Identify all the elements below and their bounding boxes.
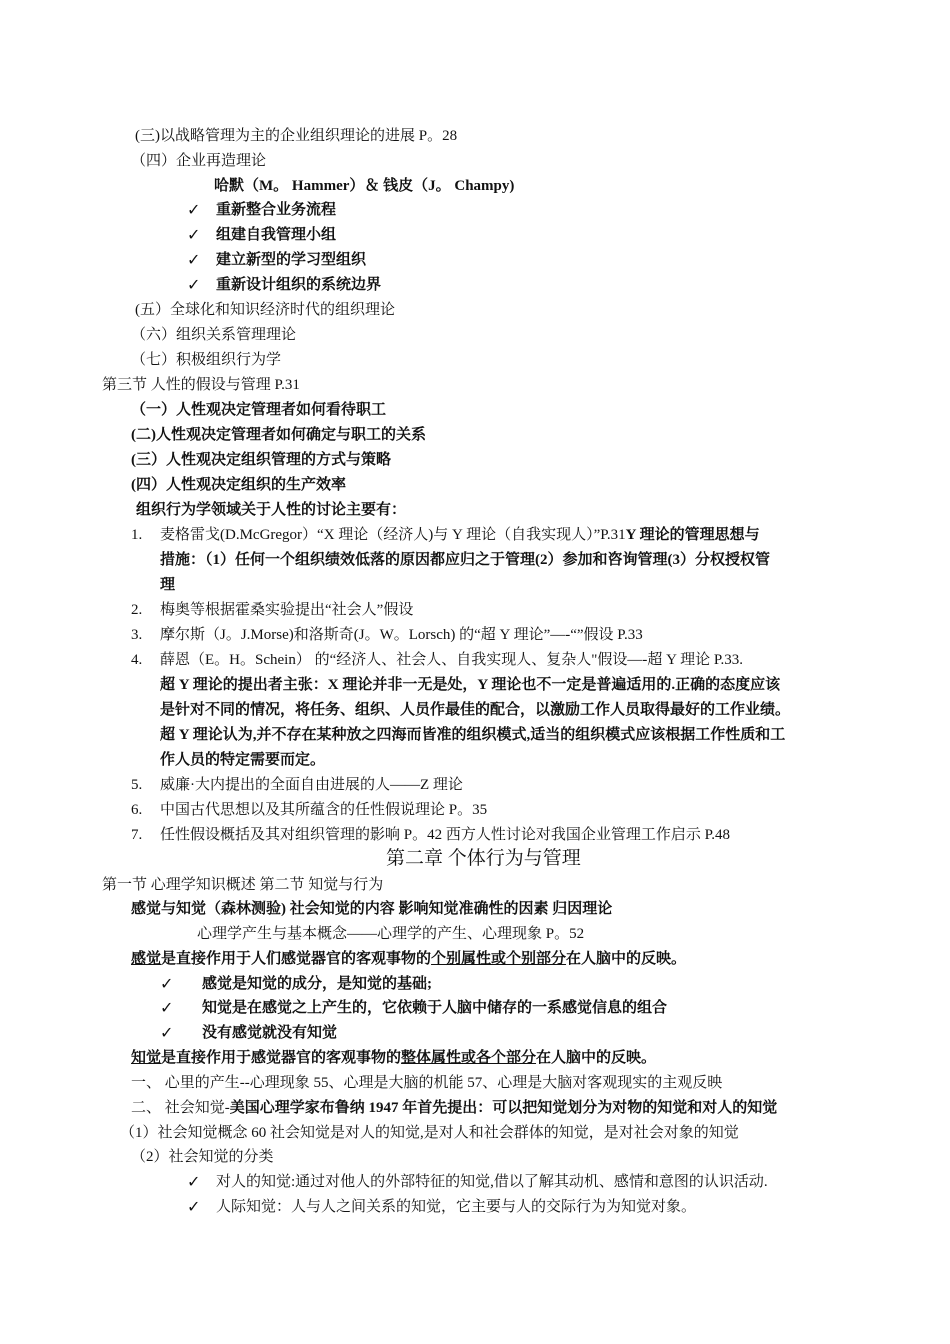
bold-part: 美国心理学家布鲁纳 1947 年首先提出：可以把知觉划分为对物的知觉和对人的知觉 bbox=[229, 1100, 778, 1116]
definition-text: 是直接作用于人们感觉器官的客观事物的 bbox=[161, 951, 432, 967]
check-icon: ✓ bbox=[187, 1172, 201, 1191]
list-item: 威廉·大内提出的全面自由进展的人——Z 理论 bbox=[160, 777, 463, 793]
section-7-line: （七）积极组织行为学 bbox=[131, 352, 282, 368]
list-number: 6. bbox=[131, 802, 143, 818]
underlined-phrase: 整体属性或各个部分 bbox=[401, 1050, 537, 1066]
check-icon: ✓ bbox=[160, 974, 174, 993]
text-line: （1）社会知觉概念 60 社会知觉是对人的知觉,是对人和社会群体的知觉，是对社会对象的知觉 bbox=[120, 1125, 739, 1141]
term: 感觉 bbox=[131, 951, 162, 967]
check-item: 组建自我管理小组 bbox=[216, 227, 337, 243]
list-number: 4. bbox=[131, 652, 143, 668]
bold-line: 感觉与知觉（森林测验) 社会知觉的内容 影响知觉准确性的因素 归因理论 bbox=[131, 901, 613, 917]
check-item: 感觉是知觉的成分，是知觉的基础; bbox=[202, 976, 432, 992]
text-line bbox=[131, 1098, 777, 1118]
list-item-continuation: 超 Y 理论的提出者主张：X 理论并非一无是处，Y 理论也不一定是普遍适用的.正确的态度应该 bbox=[160, 677, 781, 693]
text-part: 二、 社会知觉- bbox=[131, 1100, 230, 1116]
section-6-line: （六）组织关系管理理论 bbox=[131, 327, 297, 343]
check-icon: ✓ bbox=[160, 998, 174, 1017]
list-number: 7. bbox=[131, 827, 143, 843]
check-icon: ✓ bbox=[160, 1023, 174, 1042]
check-item: 建立新型的学习型组织 bbox=[216, 252, 367, 268]
list-item bbox=[160, 525, 760, 545]
list-item-continuation: 措施：（1）任何一个组织绩效低落的原因都应归之于管理(2）参加和咨询管理(3）分权授权管 bbox=[160, 552, 770, 568]
list-item-bold: Y 理论的管理思想与 bbox=[625, 527, 760, 543]
bold-line: （一）人性观决定管理者如何看待职工 bbox=[131, 402, 387, 418]
text-line: （2）社会知觉的分类 bbox=[131, 1149, 274, 1165]
list-item-continuation: 作人员的特定需要而定。 bbox=[160, 752, 326, 768]
check-item: 对人的知觉:通过对他人的外部特征的知觉,借以了解其动机、感情和意图的认识活动. bbox=[216, 1174, 768, 1190]
list-item-continuation: 理 bbox=[160, 577, 176, 593]
term: 知觉 bbox=[131, 1050, 162, 1066]
check-item: 重新整合业务流程 bbox=[216, 202, 337, 218]
section-4-line: （四）企业再造理论 bbox=[131, 153, 267, 169]
chapter-title: 第二章 个体行为与管理 bbox=[386, 848, 581, 869]
definition-line bbox=[131, 1048, 656, 1068]
list-item: 中国古代思想以及其所蕴含的任性假说理论 P。35 bbox=[160, 802, 488, 818]
list-item-continuation: 是针对不同的情况，将任务、组织、人员作最佳的配合，以激励工作人员取得最好的工作业绩。 bbox=[160, 702, 791, 718]
text-line: 一、 心里的产生--心理现象 55、心理是大脑的机能 57、心理是大脑对客观现实的主观反映 bbox=[131, 1075, 723, 1091]
list-number: 3. bbox=[131, 627, 143, 643]
list-item: 梅奥等根据霍桑实验提出“社会人”假设 bbox=[160, 602, 414, 618]
section-3-line: (三)以战略管理为主的企业组织理论的进展 P。28 bbox=[135, 128, 458, 144]
section-5-line: (五）全球化和知识经济时代的组织理论 bbox=[135, 302, 395, 318]
bold-line: (二)人性观决定管理者如何确定与职工的关系 bbox=[131, 427, 426, 443]
text-line: 心理学产生与基本概念——心理学的产生、心理现象 P。52 bbox=[197, 926, 585, 942]
definition-line bbox=[131, 949, 686, 969]
bold-line: (四）人性观决定组织的生产效率 bbox=[131, 477, 346, 493]
list-number: 1. bbox=[131, 527, 143, 543]
check-icon: ✓ bbox=[187, 225, 201, 244]
bold-line: (三）人性观决定组织管理的方式与策略 bbox=[131, 452, 391, 468]
underlined-phrase: 个别属性或个别部分 bbox=[431, 951, 567, 967]
list-item: 任性假设概括及其对组织管理的影响 P。42 西方人性讨论对我国企业管理工作启示 P.48 bbox=[160, 827, 731, 843]
check-item: 人际知觉：人与人之间关系的知觉，它主要与人的交际行为为知觉对象。 bbox=[216, 1199, 697, 1215]
check-icon: ✓ bbox=[187, 1197, 201, 1216]
check-item: 重新设计组织的系统边界 bbox=[216, 277, 382, 293]
authors-line: 哈默（M。 Hammer）＆ 钱皮（J。 Champy) bbox=[214, 178, 515, 194]
check-icon: ✓ bbox=[187, 200, 201, 219]
check-icon: ✓ bbox=[187, 275, 201, 294]
list-item-continuation: 超 Y 理论认为,并不存在某种放之四海而皆准的组织模式,适当的组织模式应该根据工作性质和工 bbox=[160, 727, 786, 743]
check-item: 知觉是在感觉之上产生的，它依赖于人脑中储存的一系感觉信息的组合 bbox=[202, 1000, 668, 1016]
list-number: 5. bbox=[131, 777, 143, 793]
section-heading: 第三节 人性的假设与管理 P.31 bbox=[102, 377, 300, 393]
list-item: 薛恩（E。H。Schein） 的“经济人、社会人、自我实现人、复杂人"假设—-超 Y 理论 P.33. bbox=[160, 652, 744, 668]
check-item: 没有感觉就没有知觉 bbox=[202, 1025, 338, 1041]
definition-text: 在人脑中的反映。 bbox=[536, 1050, 657, 1066]
bold-line: 组织行为学领域关于人性的讨论主要有： bbox=[136, 502, 407, 518]
section-heading: 第一节 心理学知识概述 第二节 知觉与行为 bbox=[102, 877, 384, 893]
check-icon: ✓ bbox=[187, 250, 201, 269]
list-item-text: 麦格雷戈(D.McGregor）“X 理论（经济人)与 Y 理论（自我实现人）”P.31 bbox=[160, 527, 626, 543]
definition-text: 是直接作用于感觉器官的客观事物的 bbox=[161, 1050, 402, 1066]
definition-text: 在人脑中的反映。 bbox=[566, 951, 687, 967]
list-number: 2. bbox=[131, 602, 143, 618]
list-item: 摩尔斯（J。J.Morse)和洛斯奇(J。W。Lorsch) 的“超 Y 理论”—-“”假设 P.33 bbox=[160, 627, 643, 643]
